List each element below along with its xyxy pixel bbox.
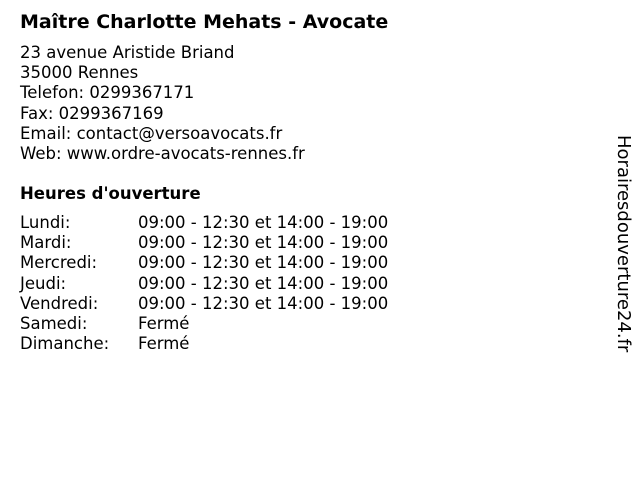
time-value: Fermé: [138, 313, 190, 333]
day-label: Jeudi:: [20, 273, 67, 293]
time-value: 09:00 - 12:30 et 14:00 - 19:00: [138, 213, 389, 232]
time-value: 09:00 - 12:30 et 14:00 - 19:00: [138, 253, 389, 273]
page-title: Maître Charlotte Mehats - Avocate: [20, 11, 389, 33]
day-label: Dimanche:: [20, 334, 110, 354]
day-label: Mercredi:: [20, 253, 98, 273]
email-address: Email: contact@versoavocats.fr: [20, 123, 283, 143]
address-city: 35000 Rennes: [20, 63, 139, 83]
time-value: 09:00 - 12:30 et 14:00 - 19:00: [138, 293, 389, 313]
day-label: Vendredi:: [20, 293, 99, 313]
day-label: Mardi:: [20, 233, 72, 253]
address-street: 23 avenue Aristide Briand: [20, 43, 235, 62]
website-url: Web: www.ordre-avocats-rennes.fr: [20, 143, 305, 163]
phone-number: Telefon: 0299367171: [20, 83, 195, 103]
time-value: 09:00 - 12:30 et 14:00 - 19:00: [138, 233, 389, 253]
time-value: 09:00 - 12:30 et 14:00 - 19:00: [138, 273, 389, 293]
fax-number: Fax: 0299367169: [20, 103, 164, 123]
site-watermark: Horairesdouverture24.fr: [613, 135, 634, 353]
contact-block: [20, 43, 305, 164]
day-label: Lundi:: [20, 213, 71, 232]
time-value: Fermé: [138, 334, 190, 354]
opening-hours-heading: Heures d'ouverture: [20, 184, 201, 203]
day-label: Samedi:: [20, 313, 88, 333]
